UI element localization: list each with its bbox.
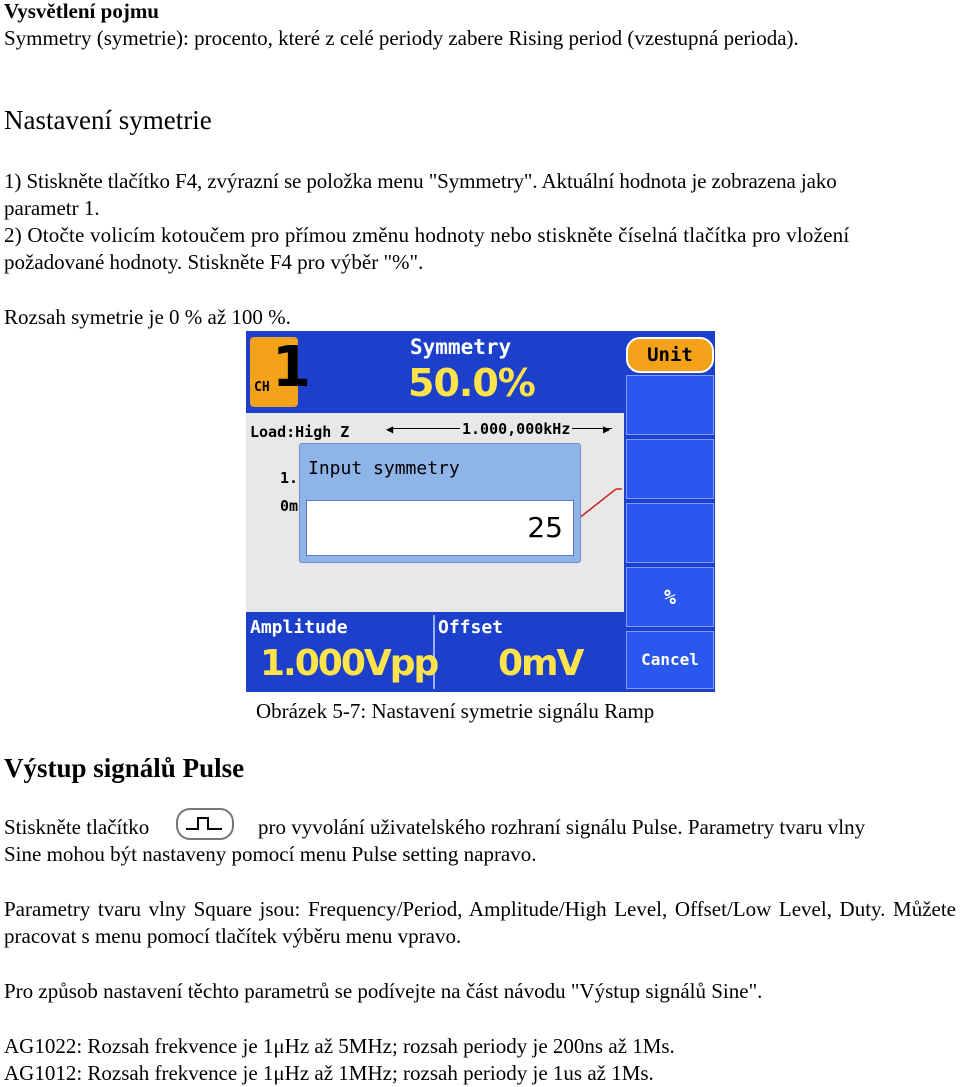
- softkey-percent[interactable]: %: [626, 567, 714, 627]
- square-parameters: Parametry tvaru vlny Square jsou: Frequency/Period, Amplitude/High Level, Offset/Low Level, Duty. Můžete pracovat s menu pomocí tlačítek výběru menu vpravo.: [4, 897, 956, 948]
- parameter-title: Symmetry: [410, 335, 512, 359]
- softkey-2[interactable]: [626, 375, 714, 435]
- channel-label: CH: [254, 380, 270, 395]
- figure-caption: Obrázek 5-7: Nastavení symetrie signálu Ramp: [256, 699, 655, 723]
- softkey-unit[interactable]: Unit: [626, 337, 714, 373]
- amplitude-label: Amplitude: [250, 617, 348, 638]
- param-marker-2: 0m: [280, 497, 299, 515]
- parameter-value: 50.0%: [408, 361, 535, 405]
- step-1-line-1: 1) Stiskněte tlačítko F4, zvýrazní se položka menu "Symmetry". Aktuální hodnota je zobrazena jako: [4, 169, 837, 193]
- load-indicator: Load:High Z: [250, 423, 350, 441]
- ramp-waveform-icon: [576, 479, 626, 529]
- softkey-3[interactable]: [626, 439, 714, 499]
- param-marker-1: 1.: [280, 469, 299, 487]
- offset-value: 0mV: [498, 643, 583, 684]
- arrow-right-icon: ▶: [603, 422, 611, 436]
- pulse-intro-end: pro vyvolání uživatelského rozhraní signálu Pulse. Parametry tvaru vlny: [258, 815, 866, 839]
- dialog-input-value: 25: [527, 511, 563, 544]
- softkey-cancel[interactable]: Cancel: [626, 631, 714, 689]
- channel-badge: [250, 335, 311, 407]
- step-2-line-2: požadované hodnoty. Stiskněte F4 pro výběr "%".: [4, 250, 424, 274]
- arrow-left-icon: ◀: [386, 422, 394, 436]
- sine-reference: Pro způsob nastavení těchto parametrů se podívejte na část návodu "Výstup signálů Sine".: [4, 979, 763, 1003]
- frequency-value: 1.000,000kHz: [462, 420, 571, 438]
- dialog-title: Input symmetry: [308, 458, 460, 479]
- symmetry-range: Rozsah symetrie je 0 % až 100 %.: [4, 305, 291, 329]
- ag1012-range: AG1012: Rozsah frekvence je 1μHz až 1MHz; rozsah periody je 1us až 1Ms.: [4, 1061, 654, 1085]
- pulse-intro-start: Stiskněte tlačítko: [4, 815, 150, 839]
- symmetry-definition: Symmetry (symetrie): procento, které z celé periody zabere Rising period (vzestupná perioda).: [4, 26, 799, 50]
- pulse-wave-icon: [178, 810, 232, 838]
- ag1022-range: AG1022: Rozsah frekvence je 1μHz až 5MHz; rozsah periody je 200ns až 1Ms.: [4, 1034, 675, 1058]
- pulse-heading: Výstup signálů Pulse: [4, 753, 245, 783]
- softkey-4[interactable]: [626, 503, 714, 563]
- pulse-intro-line-2: Sine mohou být nastaveny pomocí menu Pulse setting napravo.: [4, 842, 537, 866]
- symmetry-setting-heading: Nastavení symetrie: [4, 105, 212, 135]
- pulse-button[interactable]: [176, 808, 234, 840]
- channel-number: 1: [272, 335, 311, 400]
- step-1-line-2: parametr 1.: [4, 196, 100, 220]
- generator-screen: [246, 331, 715, 692]
- input-dialog: [299, 443, 581, 563]
- dialog-input[interactable]: [306, 500, 574, 556]
- step-2-line-1: 2) Otočte volicím kotoučem pro přímou změnu hodnoty nebo stiskněte číselná tlačítka pro vložení: [4, 223, 850, 247]
- amplitude-value: 1.000Vpp: [260, 643, 438, 684]
- offset-label: Offset: [438, 617, 504, 638]
- definition-heading: Vysvětlení pojmu: [4, 0, 159, 23]
